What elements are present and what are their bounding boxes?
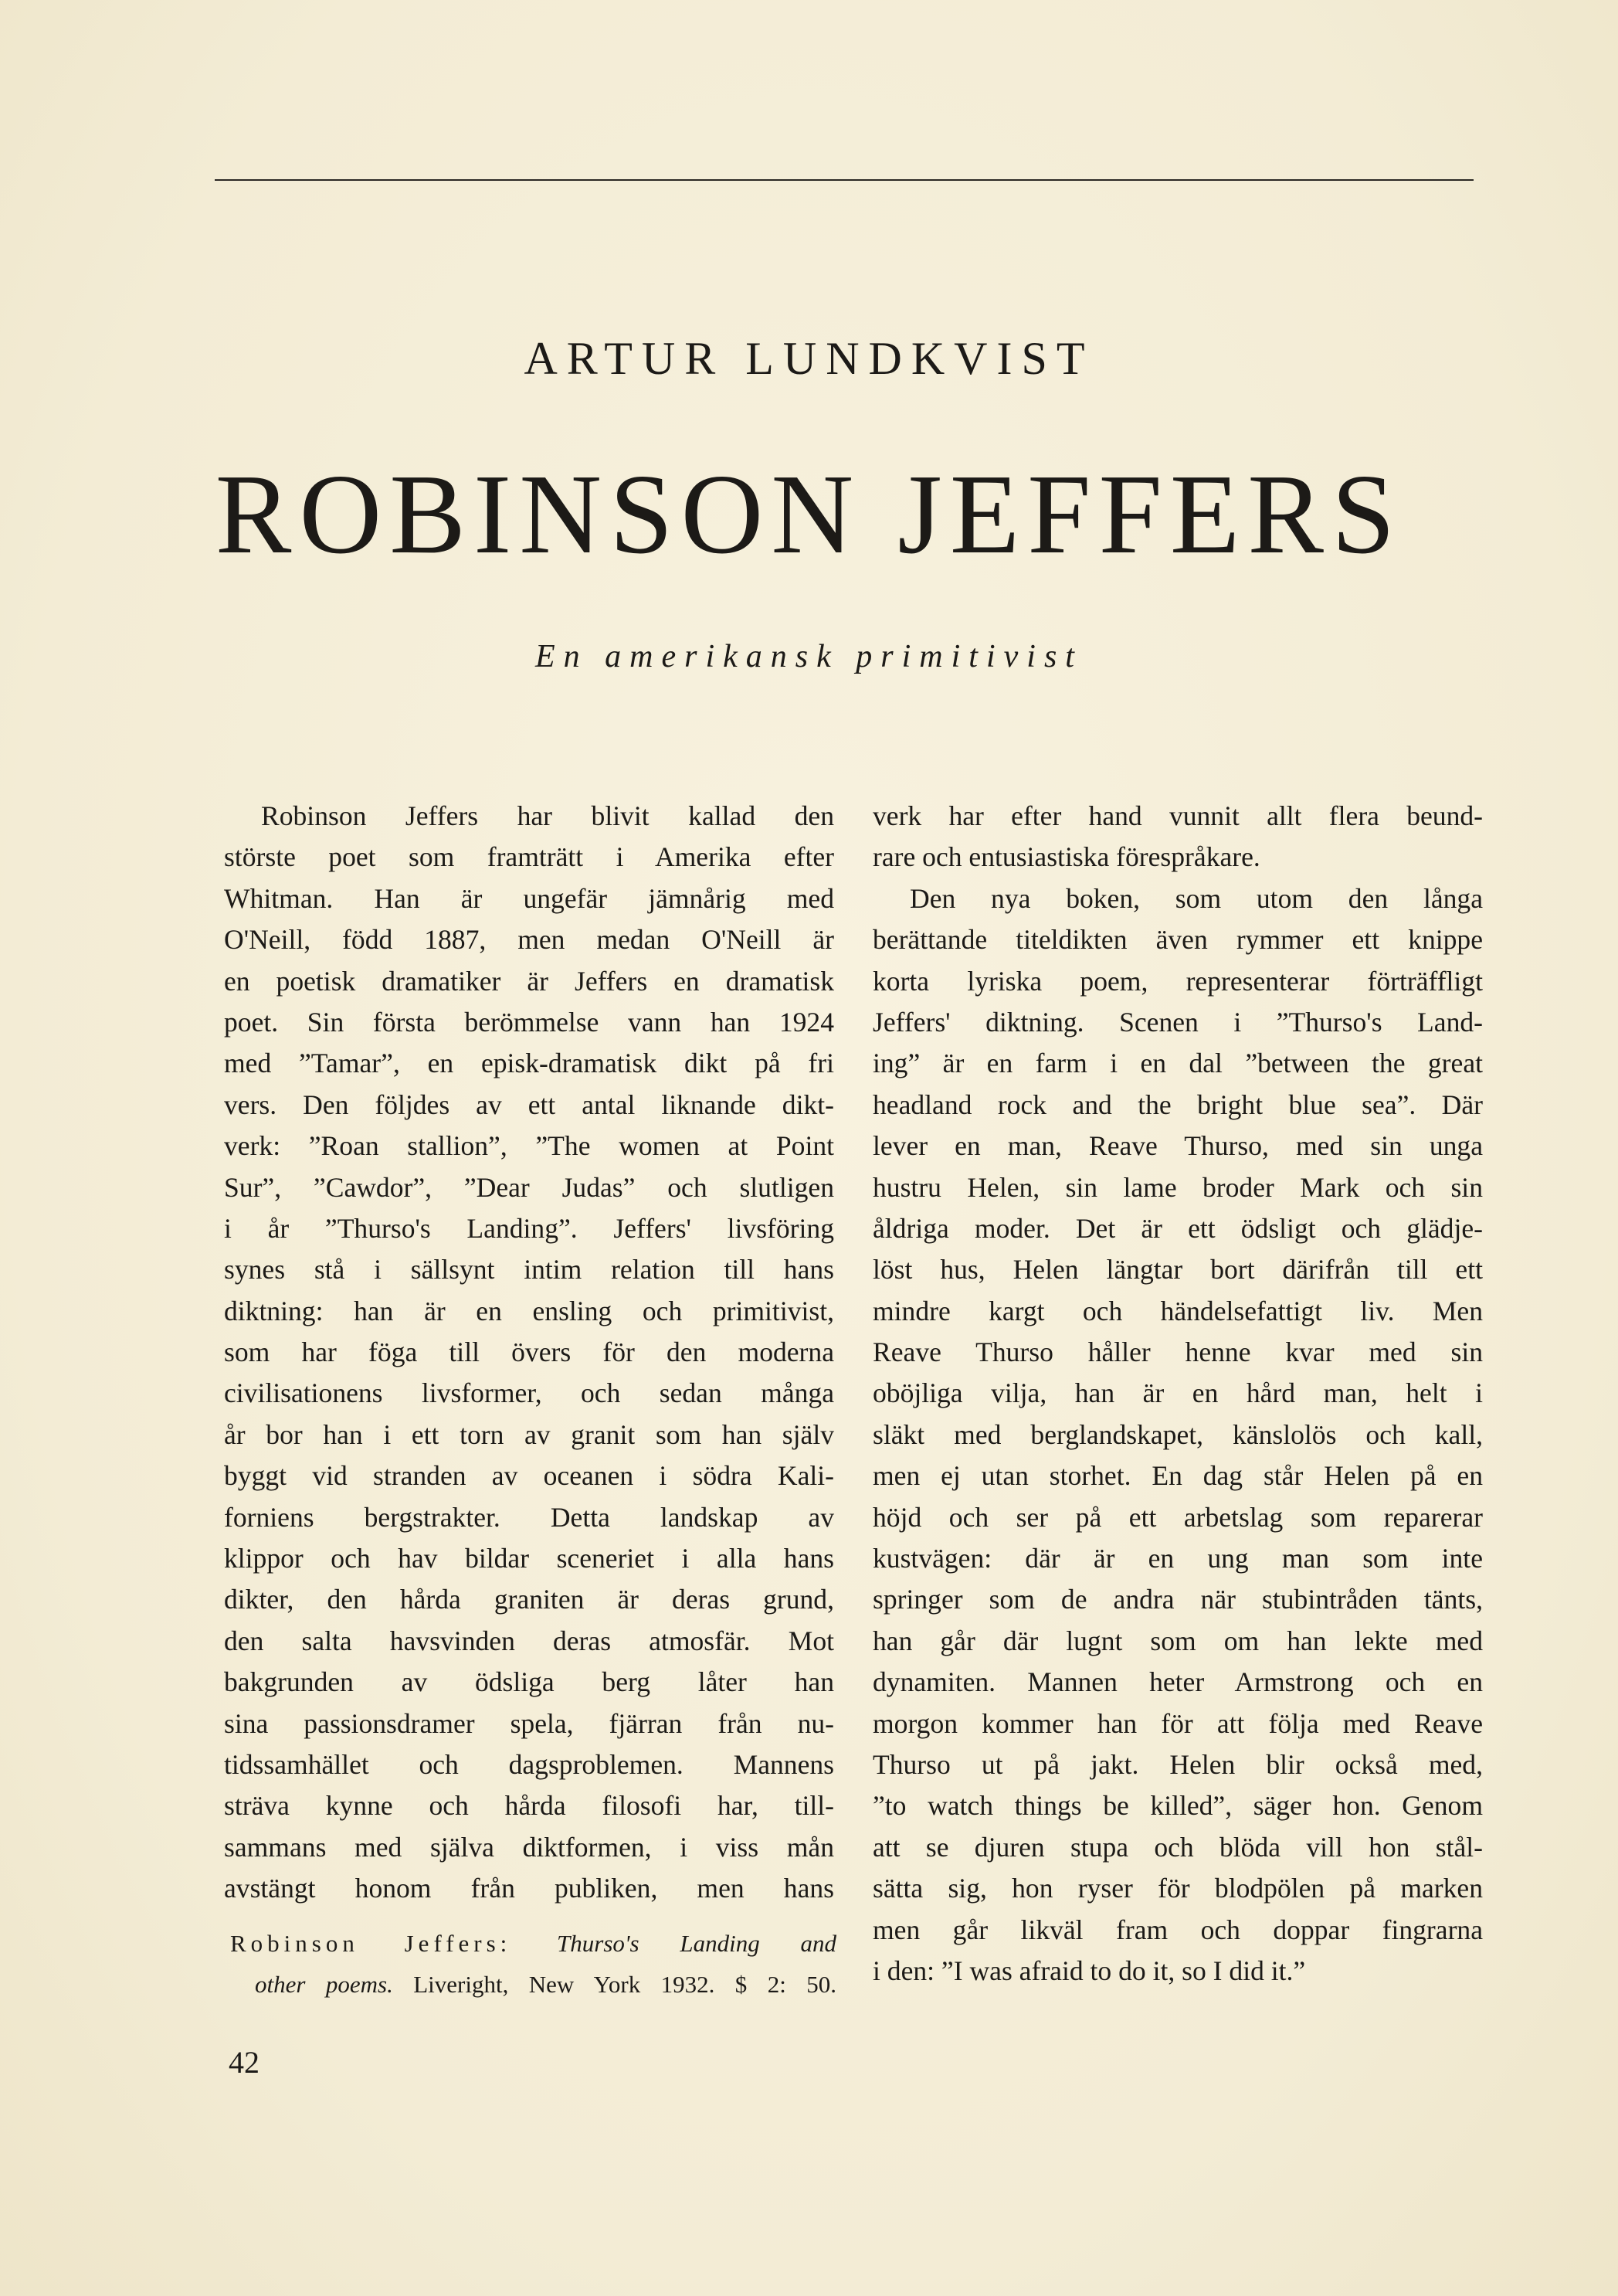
text-line: Whitman. Han är ungefär jämnårig med [224, 882, 834, 914]
text-line: avstängt honom från publiken, men hans [224, 1873, 834, 1904]
footnote-line [230, 1925, 836, 1966]
text-line: kustvägen: där är en ung man som inte [873, 1543, 1483, 1574]
footnote-book-title: Thurso's Landing and [557, 1930, 836, 1957]
text-line: korta lyriska poem, representerar förträffligt [873, 965, 1483, 997]
text-line: i år ”Thurso's Landing”. Jeffers' livsföring [224, 1212, 834, 1244]
text-line: diktning: han är en ensling och primitivist, [224, 1295, 834, 1326]
text-line: men går likväl fram och doppar fingrarna [873, 1914, 1483, 1945]
text-line: hustru Helen, sin lame broder Mark och sin [873, 1171, 1483, 1203]
page-number: 42 [229, 2045, 259, 2080]
text-line: löst hus, Helen längtar bort därifrån till ett [873, 1254, 1483, 1286]
text-line: släkt med berglandskapet, känslolös och kall, [873, 1418, 1483, 1450]
text-line: år bor han i ett torn av granit som han själv [224, 1418, 834, 1450]
text-line: med ”Tamar”, en episk-dramatisk dikt på fri [224, 1048, 834, 1079]
article-subtitle: En amerikansk primitivist [535, 639, 1083, 674]
text-line: åldriga moder. Det är ett ödsligt och glädje- [873, 1212, 1483, 1244]
text-line: sätta sig, hon ryser för blodpölen på marken [873, 1873, 1483, 1904]
text-line: bakgrunden av ödsliga berg låter han [224, 1666, 834, 1698]
text-line: dynamiten. Mannen heter Armstrong och en [873, 1666, 1483, 1698]
text-line: O'Neill, född 1887, men medan O'Neill är [224, 924, 834, 956]
footnote-book-title-cont: other poems. [255, 1971, 414, 1999]
body-column-left [224, 796, 834, 1910]
text-line: poet. Sin första berömmelse vann han 1924 [224, 1006, 834, 1038]
text-line: vers. Den följdes av ett antal liknande dikt- [224, 1089, 834, 1120]
text-line: mindre kargt och händelsefattigt liv. Men [873, 1295, 1483, 1326]
text-line: ing” är en farm i en dal ”between the great [873, 1048, 1483, 1079]
text-line: oböjliga vilja, han är en hård man, helt i [873, 1377, 1483, 1409]
text-line: springer som de andra när stubintråden tänts, [873, 1584, 1483, 1615]
text-line: han går där lugnt som om han lekte med [873, 1625, 1483, 1656]
text-line: Den nya boken, som utom den långa [910, 882, 1483, 914]
text-line: verk: ”Roan stallion”, ”The women at Point [224, 1130, 834, 1162]
text-line: byggt vid stranden av oceanen i södra Kali- [224, 1460, 834, 1492]
header-rule [215, 179, 1474, 181]
text-line: Jeffers' diktning. Scenen i ”Thurso's Land- [873, 1006, 1483, 1038]
text-line: den salta havsvinden deras atmosfär. Mot [224, 1625, 834, 1656]
text-line: berättande titeldikten även rymmer ett knippe [873, 924, 1483, 956]
text-line: i den: ”I was afraid to do it, so I did it.” [873, 1955, 1306, 1986]
article-title: ROBINSON JEFFERS [215, 451, 1403, 578]
text-line: sina passionsdramer spela, fjärran från nu- [224, 1707, 834, 1739]
text-line: störste poet som framträtt i Amerika efter [224, 841, 834, 873]
text-line: Sur”, ”Cawdor”, ”Dear Judas” och slutligen [224, 1171, 834, 1203]
footnote-author: Robinson Jeffers: [230, 1930, 558, 1957]
text-line: ”to watch things be killed”, säger hon. Genom [873, 1790, 1483, 1822]
text-line: klippor och hav bildar sceneriet i alla hans [224, 1543, 834, 1574]
text-line: forniens bergstrakter. Detta landskap av [224, 1501, 834, 1533]
text-line: lever en man, Reave Thurso, med sin unga [873, 1130, 1483, 1162]
text-line: sträva kynne och hårda filosofi har, till- [224, 1790, 834, 1822]
footnote [230, 1925, 836, 2008]
text-line: rare och entusiastiska förespråkare. [873, 841, 1260, 873]
text-line: morgon kommer han för att följa med Reave [873, 1707, 1483, 1739]
article-author: ARTUR LUNDKVIST [524, 333, 1094, 384]
text-line: headland rock and the bright blue sea”. Där [873, 1089, 1483, 1120]
footnote-line [230, 1966, 836, 2007]
text-line: synes stå i sällsynt intim relation till hans [224, 1254, 834, 1286]
footnote-publisher: Liveright, New York 1932. $ 2: 50. [413, 1971, 836, 1999]
text-line: men ej utan storhet. En dag står Helen på en [873, 1460, 1483, 1492]
text-line: att se djuren stupa och blöda vill hon stål- [873, 1831, 1483, 1863]
text-line: Thurso ut på jakt. Helen blir också med, [873, 1748, 1483, 1780]
text-line: som har föga till övers för den moderna [224, 1337, 834, 1368]
text-line: civilisationens livsformer, och sedan många [224, 1377, 834, 1409]
text-line: Robinson Jeffers har blivit kallad den [261, 800, 834, 831]
text-line: höjd och ser på ett arbetslag som reparerar [873, 1501, 1483, 1533]
text-line: sammans med själva diktformen, i viss mån [224, 1831, 834, 1863]
text-line: verk har efter hand vunnit allt flera beund- [873, 800, 1483, 831]
text-line: Reave Thurso håller henne kvar med sin [873, 1337, 1483, 1368]
text-line: tidssamhället och dagsproblemen. Mannens [224, 1748, 834, 1780]
text-line: en poetisk dramatiker är Jeffers en dramatisk [224, 965, 834, 997]
text-line: dikter, den hårda graniten är deras grund, [224, 1584, 834, 1615]
body-column-right [873, 796, 1483, 1992]
